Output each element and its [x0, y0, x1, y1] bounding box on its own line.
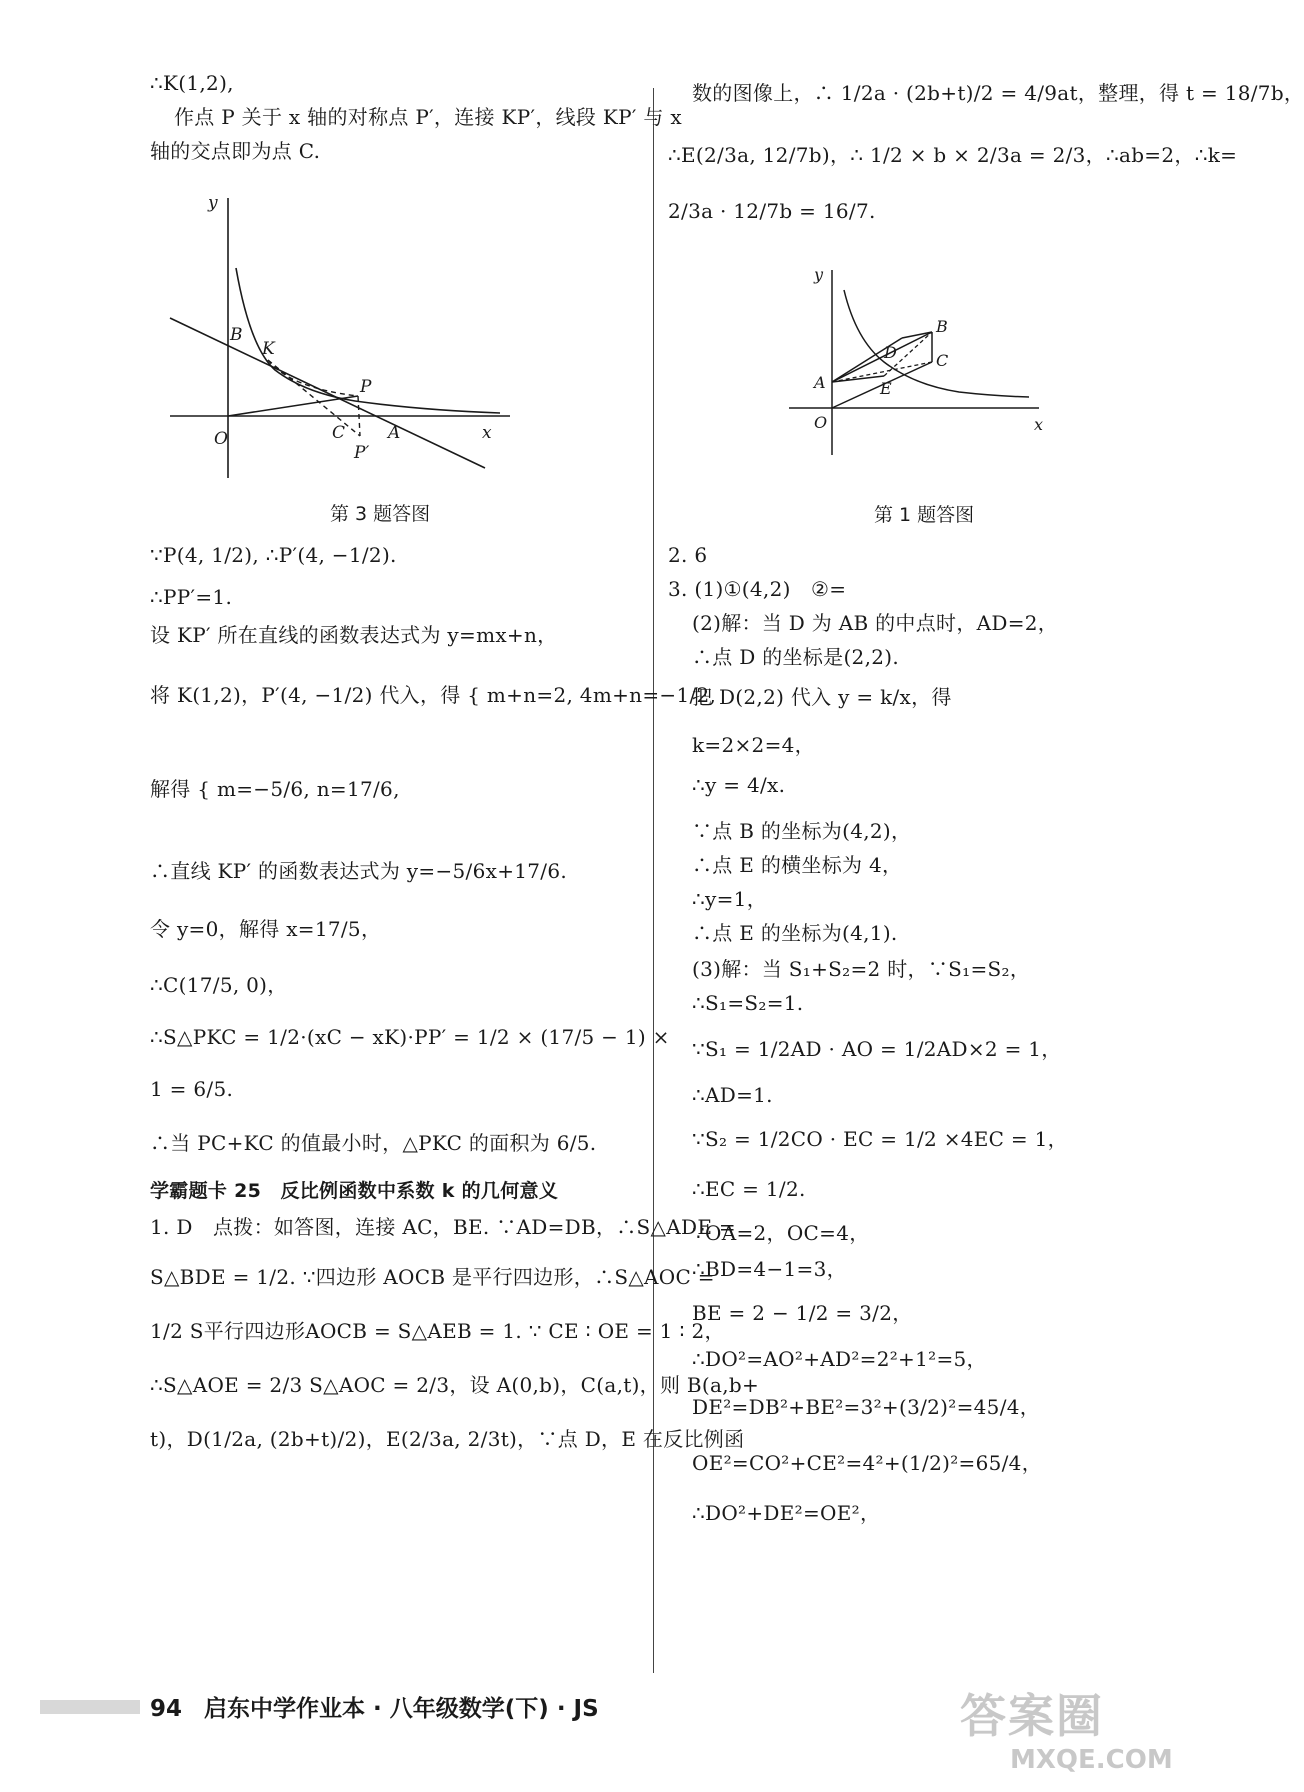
line-ab [832, 332, 932, 382]
label-o: O [814, 413, 828, 432]
text-line: ∵P(4, 1/2), ∴P′(4, −1/2). [150, 543, 397, 567]
text-line: ∴直线 KP′ 的函数表达式为 y=−5/6x+17/6. [150, 859, 568, 883]
line-op [228, 396, 358, 416]
text-line: ∴DO²+DE²=OE²， [692, 1501, 881, 1525]
label-e: E [880, 379, 892, 398]
figure-3-diagram [170, 188, 530, 488]
figure-1-diagram [784, 260, 1054, 460]
hyperbola-curve [844, 290, 1029, 397]
text-line: ∵S₂ = 1/2CO · EC = 1/2 ×4EC = 1， [692, 1127, 1068, 1151]
label-y: y [814, 265, 824, 284]
label-x: x [482, 423, 492, 443]
text-line: ∴PP′=1. [150, 585, 233, 609]
book-title: 启东中学作业本 · 八年级数学(下) · JS [204, 1696, 599, 1722]
text-line: ∴y=1， [692, 887, 768, 911]
text-line: ∵点 B 的坐标为(4,2)， [692, 819, 912, 843]
text-line: (3)解：当 S₁+S₂=2 时，∵S₁=S₂， [692, 957, 1031, 981]
label-pprime: P′ [354, 443, 370, 463]
text-line: ∴y = 4/x. [692, 773, 786, 797]
label-b: B [230, 325, 243, 345]
text-line: ∴点 E 的横坐标为 4， [692, 853, 903, 877]
text-line: ∴DO²=AO²+AD²=2²+1²=5， [692, 1347, 987, 1371]
figure-1-caption: 第 1 题答图 [874, 504, 975, 526]
label-a: A [814, 373, 826, 392]
text-line: S△BDE = 1/2. ∵四边形 AOCB 是平行四边形，∴S△AOC = [150, 1265, 715, 1289]
text-line: 解得 { m=−5/6, n=17/6, [150, 777, 400, 801]
text-line: (2)解：当 D 为 AB 的中点时，AD=2， [692, 611, 1059, 635]
text-line: 2/3a · 12/7b = 16/7. [668, 199, 876, 223]
text-line: ∴BD=4−1=3， [692, 1257, 847, 1281]
text-line: ∴点 D 的坐标是(2,2). [692, 645, 900, 669]
label-p: P [360, 377, 372, 397]
text-line: 设 KP′ 所在直线的函数表达式为 y=mx+n， [150, 623, 558, 647]
label-k: K [262, 339, 275, 359]
section-heading: 学霸题卡 25 反比例函数中系数 k 的几何意义 [150, 1180, 559, 1202]
label-a: A [388, 423, 401, 443]
text-line: ∴当 PC+KC 的值最小时，△PKC 的面积为 6/5. [150, 1131, 597, 1155]
text-line: ∴EC = 1/2. [692, 1177, 806, 1201]
text-line: 把 D(2,2) 代入 y = k/x，得 [692, 685, 952, 709]
page-number: 94 [150, 1696, 183, 1722]
label-x: x [1034, 415, 1044, 434]
label-c: C [936, 351, 949, 370]
text-line: ∴点 E 的坐标为(4,1). [692, 921, 898, 945]
text-line: ∴K(1,2), [150, 71, 234, 95]
text-line: 1. D 点拨：如答图，连接 AC，BE. ∵AD=DB，∴S△ADE = [150, 1215, 736, 1239]
text-line: ∴S△AOE = 2/3 S△AOC = 2/3，设 A(0,b)，C(a,t)，则 B(a,b+ [150, 1373, 760, 1397]
text-line: 作点 P 关于 x 轴的对称点 P′，连接 KP′，线段 KP′ 与 x [174, 105, 682, 129]
watermark-url: MXQE.COM [1010, 1745, 1173, 1775]
text-line: k=2×2=4， [692, 733, 815, 757]
text-line: ∴AD=1. [692, 1083, 773, 1107]
text-line: ∵OA=2，OC=4， [692, 1221, 870, 1245]
watermark-logo: 答案圈 [960, 1689, 1104, 1743]
text-line: OE²=CO²+CE²=4²+(1/2)²=65/4， [692, 1451, 1043, 1475]
figure-3-caption: 第 3 题答图 [330, 503, 431, 525]
text-line: 轴的交点即为点 C. [150, 139, 321, 163]
text-line: BE = 2 − 1/2 = 3/2， [692, 1301, 913, 1325]
text-line: 数的图像上，∴ 1/2a · (2b+t)/2 = 4/9at，整理，得 t = 18/7b， [692, 81, 1304, 105]
text-line: ∴E(2/3a, 12/7b)，∴ 1/2 × b × 2/3a = 2/3，∴ab=2，∴k= [668, 143, 1238, 167]
text-line: ∵S₁ = 1/2AD · AO = 1/2AD×2 = 1， [692, 1037, 1062, 1061]
page-footer [150, 1690, 599, 1723]
text-line: 令 y=0，解得 x=17/5， [150, 917, 382, 941]
label-c: C [332, 423, 346, 443]
text-line: 1 = 6/5. [150, 1077, 234, 1101]
label-b: B [936, 317, 948, 336]
label-o: O [214, 429, 228, 449]
footer-bar [40, 1700, 140, 1714]
text-line: ∴S₁=S₂=1. [692, 991, 804, 1015]
label-y: y [208, 193, 218, 213]
text-line: 将 K(1,2)，P′(4, −1/2) 代入，得 { m+n=2, 4m+n=−1/2, [150, 683, 717, 707]
text-line: t)，D(1/2a, (2b+t)/2)，E(2/3a, 2/3t)，∵点 D，E 在反比例函 [150, 1427, 745, 1451]
text-line: DE²=DB²+BE²=3²+(3/2)²=45/4， [692, 1395, 1041, 1419]
text-line: 1/2 S平行四边形AOCB = S△AEB = 1. ∵ CE ∶ OE = 1 ∶ 2， [150, 1319, 725, 1343]
text-line: 2. 6 [668, 543, 708, 567]
text-line: ∴C(17/5, 0)， [150, 973, 288, 997]
text-line: 3. (1)①(4,2) ②= [668, 577, 847, 601]
text-line: ∴S△PKC = 1/2·(xC − xK)·PP′ = 1/2 × (17/5 − 1) × [150, 1025, 670, 1049]
label-d: D [884, 343, 897, 362]
